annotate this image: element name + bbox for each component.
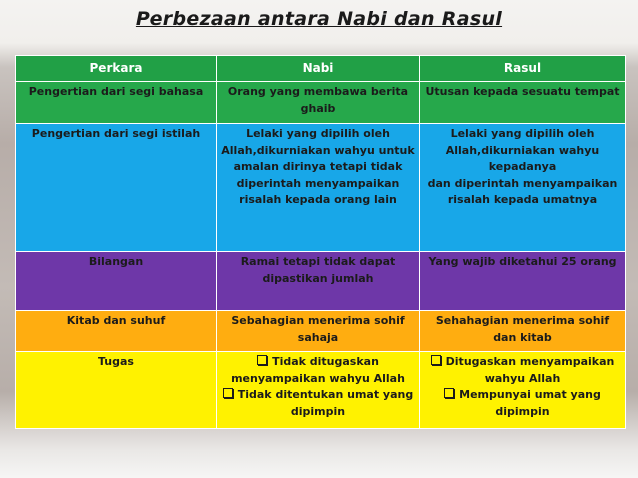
cell-line: Utusan kepada sesuatu tempat bbox=[425, 85, 620, 98]
cell-rasul bbox=[420, 352, 626, 429]
header-perkara: Perkara bbox=[16, 56, 217, 82]
cell-line: Yang wajib diketahui 25 orang bbox=[428, 255, 617, 268]
bullet-text: Tidak ditentukan umat yang bbox=[237, 388, 414, 401]
cell-nabi bbox=[217, 311, 420, 352]
table-row-kitab bbox=[16, 311, 626, 352]
cell-line: ghaib bbox=[300, 101, 336, 115]
cell-line: dipimpin bbox=[495, 404, 550, 418]
checkbox-bullet-icon bbox=[431, 355, 441, 365]
cell-line: Lelaki yang dipilih oleh bbox=[450, 127, 595, 140]
cell-nabi bbox=[217, 252, 420, 311]
cell-line: dan diperintah menyampaikan bbox=[427, 176, 618, 190]
slide-title: Perbezaan antara Nabi dan Rasul bbox=[135, 8, 503, 30]
cell-line: dipastikan jumlah bbox=[262, 271, 374, 285]
table-row-istilah bbox=[16, 124, 626, 252]
cell-line: kepadanya bbox=[488, 160, 557, 173]
cell-line: dipimpin bbox=[290, 404, 346, 418]
bullet-text: Mempunyai umat yang bbox=[459, 388, 601, 401]
cell-perkara: Tugas bbox=[16, 352, 217, 429]
cell-line: dan kitab bbox=[493, 330, 552, 344]
table-row-bahasa bbox=[16, 82, 626, 124]
bullet-text: Tidak ditugaskan bbox=[272, 355, 379, 368]
cell-nabi bbox=[217, 82, 420, 124]
cell-perkara: Kitab dan suhuf bbox=[16, 311, 217, 352]
cell-line: Allah,dikurniakan wahyu bbox=[445, 143, 600, 157]
cell-line: Lelaki yang dipilih oleh bbox=[246, 127, 390, 140]
cell-rasul bbox=[420, 124, 626, 252]
bullet-text: Ditugaskan menyampaikan bbox=[445, 355, 615, 368]
cell-line: risalah kepada orang lain bbox=[239, 193, 397, 206]
cell-line bbox=[423, 354, 622, 371]
table-row-bilangan bbox=[16, 252, 626, 311]
checkbox-bullet-icon bbox=[444, 388, 454, 398]
cell-line: Ramai tetapi tidak dapat bbox=[240, 255, 396, 268]
cell-line bbox=[220, 354, 416, 371]
cell-line: amalan dirinya tetapi tidak bbox=[233, 160, 403, 173]
cell-line: sahaja bbox=[297, 330, 339, 344]
comparison-table bbox=[15, 55, 626, 429]
cell-perkara: Bilangan bbox=[16, 252, 217, 311]
cell-perkara: Pengertian dari segi istilah bbox=[16, 124, 217, 252]
cell-nabi bbox=[217, 124, 420, 252]
table-header-row bbox=[16, 56, 626, 82]
cell-line: Sehahagian menerima sohif bbox=[435, 314, 610, 327]
cell-line bbox=[220, 387, 416, 404]
checkbox-bullet-icon bbox=[257, 355, 267, 365]
cell-rasul bbox=[420, 311, 626, 352]
cell-nabi bbox=[217, 352, 420, 429]
cell-perkara: Pengertian dari segi bahasa bbox=[16, 82, 217, 124]
cell-line: menyampaikan wahyu Allah bbox=[231, 371, 405, 385]
cell-rasul bbox=[420, 82, 626, 124]
cell-line: Allah,dikurniakan wahyu untuk bbox=[221, 143, 415, 157]
cell-rasul bbox=[420, 252, 626, 311]
cell-line: Orang yang membawa berita bbox=[227, 85, 409, 98]
header-nabi: Nabi bbox=[217, 56, 420, 82]
cell-line bbox=[423, 387, 622, 404]
header-rasul: Rasul bbox=[420, 56, 626, 82]
cell-line: risalah kepada umatnya bbox=[447, 193, 598, 206]
cell-line: diperintah menyampaikan bbox=[236, 176, 400, 190]
checkbox-bullet-icon bbox=[223, 388, 233, 398]
cell-line: wahyu Allah bbox=[484, 371, 561, 385]
cell-line: Sebahagian menerima sohif bbox=[231, 314, 405, 327]
table-row-tugas bbox=[16, 352, 626, 429]
